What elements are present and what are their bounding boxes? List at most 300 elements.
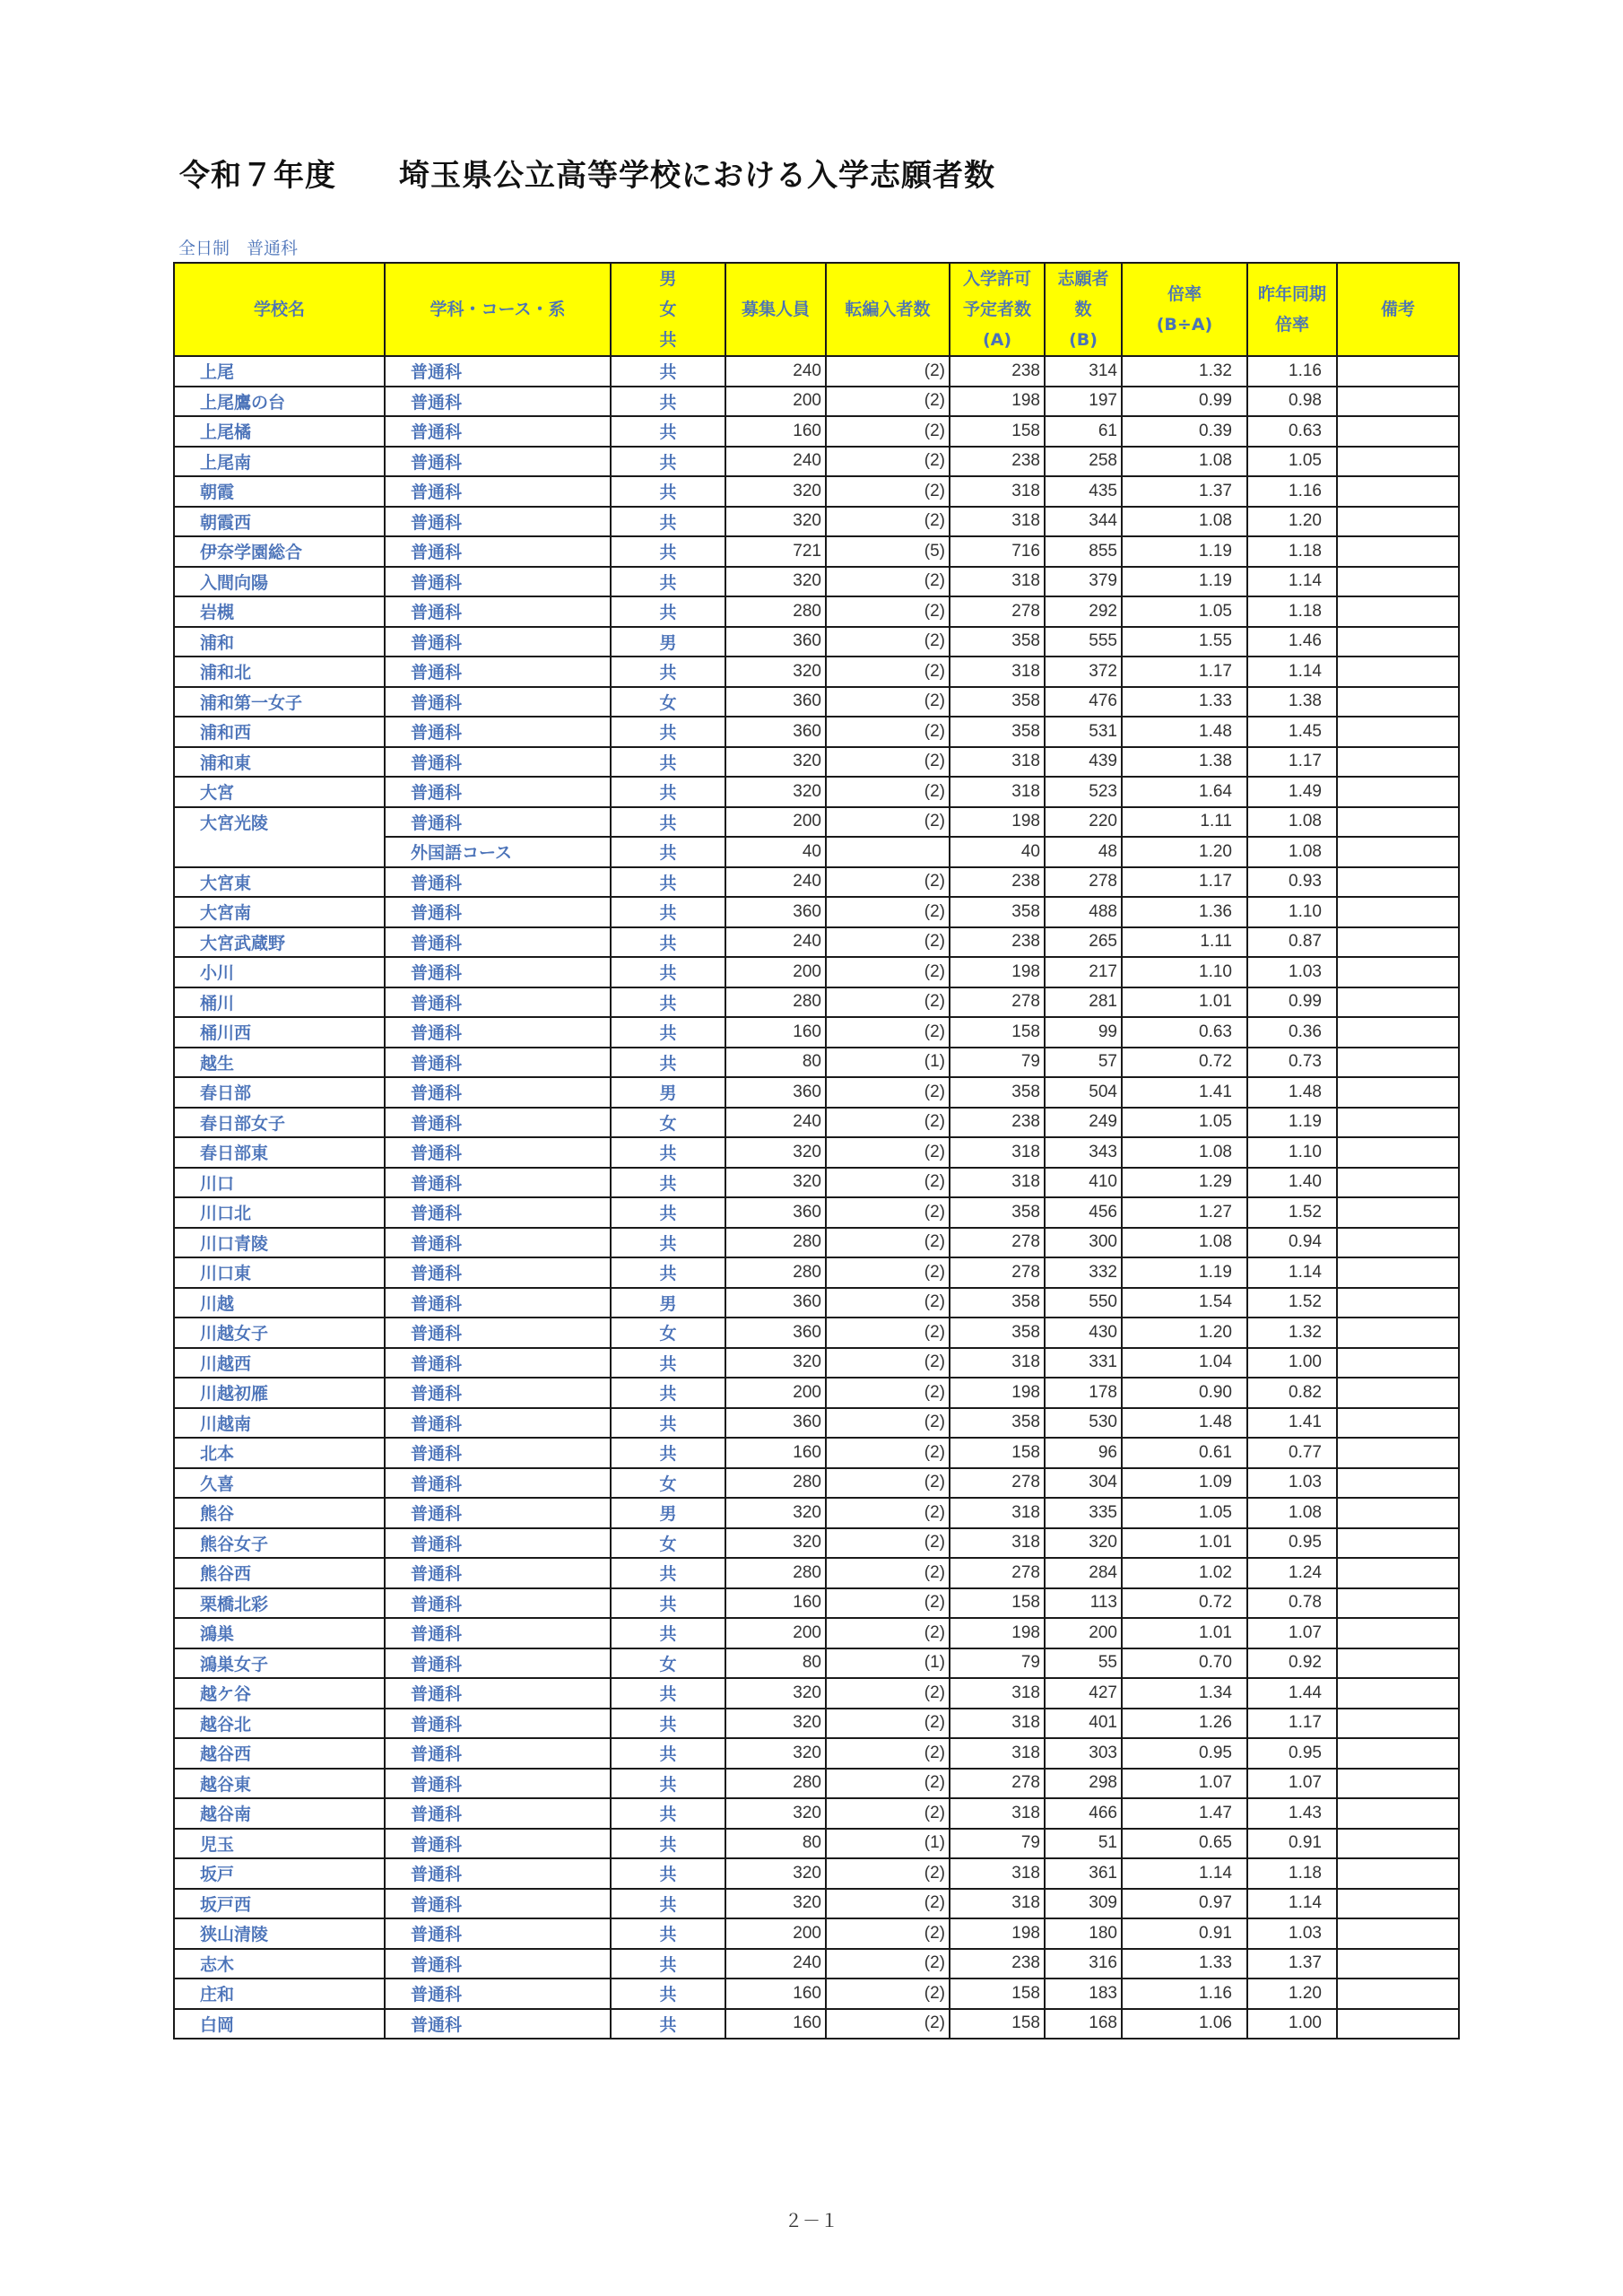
cell-gender: 男: [611, 1288, 725, 1318]
cell-dept: 普通科: [385, 957, 611, 987]
cell-applicants: 332: [1045, 1257, 1122, 1288]
cell-notes: [1337, 1318, 1459, 1348]
cell-planned: 198: [950, 957, 1045, 987]
cell-dept: 普通科: [385, 1858, 611, 1889]
table-row: [174, 1678, 1459, 1709]
cell-capacity: 280: [725, 1257, 826, 1288]
header-prev-line2: 倍率: [1274, 315, 1309, 335]
cell-transfer: (2): [826, 627, 950, 657]
cell-ratio: 1.14: [1122, 1858, 1247, 1889]
cell-school: 小川: [174, 957, 385, 987]
cell-prev-ratio: 1.03: [1247, 1918, 1337, 1949]
cell-prev-ratio: 1.03: [1247, 957, 1337, 987]
cell-capacity: 360: [725, 627, 826, 657]
cell-gender: 共: [611, 1348, 725, 1378]
cell-notes: [1337, 447, 1459, 477]
cell-gender: 共: [611, 1558, 725, 1588]
cell-prev-ratio: 1.18: [1247, 1858, 1337, 1889]
cell-dept: 普通科: [385, 657, 611, 687]
cell-dept: 普通科: [385, 1137, 611, 1168]
cell-planned: 158: [950, 1017, 1045, 1048]
cell-planned: 318: [950, 507, 1045, 537]
cell-school: 熊谷西: [174, 1558, 385, 1588]
header-applicants-line2: 数: [1074, 300, 1092, 319]
cell-capacity: 320: [725, 1889, 826, 1919]
cell-ratio: 1.33: [1122, 687, 1247, 718]
table-row: [174, 356, 1459, 387]
cell-ratio: 1.19: [1122, 567, 1247, 597]
cell-notes: [1337, 807, 1459, 838]
table-row: [174, 777, 1459, 807]
cell-notes: [1337, 1829, 1459, 1859]
cell-transfer: (2): [826, 657, 950, 687]
cell-school: 大宮光陵: [174, 807, 385, 838]
cell-planned: 318: [950, 567, 1045, 597]
cell-planned: 198: [950, 1378, 1045, 1408]
header-gender-line1: 男: [659, 269, 677, 289]
cell-applicants: 180: [1045, 1918, 1122, 1949]
table-row: [174, 387, 1459, 417]
header-planned-line3: (A): [982, 330, 1012, 350]
cell-gender: 共: [611, 1709, 725, 1739]
table-row: [174, 1588, 1459, 1619]
cell-capacity: 160: [725, 1979, 826, 2009]
table-row: [174, 867, 1459, 898]
cell-capacity: 320: [725, 1798, 826, 1829]
cell-notes: [1337, 1709, 1459, 1739]
cell-dept: 普通科: [385, 1918, 611, 1949]
cell-gender: 共: [611, 1168, 725, 1198]
cell-notes: [1337, 1108, 1459, 1138]
table-row: [174, 1468, 1459, 1499]
cell-gender: 共: [611, 536, 725, 567]
cell-prev-ratio: 1.18: [1247, 596, 1337, 627]
cell-transfer: (2): [826, 717, 950, 747]
table-row: [174, 1769, 1459, 1799]
cell-gender: 共: [611, 1738, 725, 1769]
cell-gender: 共: [611, 837, 725, 867]
cell-ratio: 1.29: [1122, 1168, 1247, 1198]
cell-school: 川越初雁: [174, 1378, 385, 1408]
cell-dept: 普通科: [385, 1017, 611, 1048]
cell-ratio: 1.06: [1122, 2009, 1247, 2039]
cell-capacity: 280: [725, 1468, 826, 1499]
cell-planned: 158: [950, 2009, 1045, 2039]
cell-applicants: 48: [1045, 837, 1122, 867]
cell-capacity: 240: [725, 1108, 826, 1138]
cell-gender: 共: [611, 596, 725, 627]
table-row: [174, 1498, 1459, 1528]
applicants-table: [173, 262, 1460, 2039]
cell-prev-ratio: 0.99: [1247, 987, 1337, 1018]
cell-school: 志木: [174, 1949, 385, 1979]
cell-planned: 158: [950, 1979, 1045, 2009]
cell-prev-ratio: 1.24: [1247, 1558, 1337, 1588]
cell-applicants: 281: [1045, 987, 1122, 1018]
cell-capacity: 160: [725, 1438, 826, 1468]
cell-ratio: 1.05: [1122, 1108, 1247, 1138]
cell-prev-ratio: 0.87: [1247, 927, 1337, 958]
cell-planned: 278: [950, 1769, 1045, 1799]
cell-gender: 共: [611, 1889, 725, 1919]
cell-prev-ratio: 1.16: [1247, 356, 1337, 387]
cell-capacity: 360: [725, 1288, 826, 1318]
cell-transfer: (2): [826, 807, 950, 838]
cell-gender: 女: [611, 1528, 725, 1559]
cell-school: 大宮南: [174, 897, 385, 927]
cell-prev-ratio: 1.14: [1247, 1889, 1337, 1919]
cell-capacity: 160: [725, 1017, 826, 1048]
cell-notes: [1337, 596, 1459, 627]
cell-ratio: 0.61: [1122, 1438, 1247, 1468]
cell-gender: 共: [611, 1979, 725, 2009]
cell-applicants: 265: [1045, 927, 1122, 958]
cell-school: 大宮東: [174, 867, 385, 898]
cell-planned: 158: [950, 1438, 1045, 1468]
table-row: [174, 1288, 1459, 1318]
cell-dept: 普通科: [385, 596, 611, 627]
cell-dept: 普通科: [385, 1769, 611, 1799]
cell-notes: [1337, 927, 1459, 958]
cell-school: 川越女子: [174, 1318, 385, 1348]
cell-notes: [1337, 1858, 1459, 1889]
cell-transfer: (2): [826, 507, 950, 537]
cell-dept: 普通科: [385, 1197, 611, 1228]
header-planned-line2: 予定者数: [962, 300, 1031, 319]
cell-ratio: 1.17: [1122, 657, 1247, 687]
cell-notes: [1337, 1348, 1459, 1378]
table-row: [174, 1077, 1459, 1108]
cell-prev-ratio: 0.92: [1247, 1648, 1337, 1679]
cell-ratio: 1.19: [1122, 1257, 1247, 1288]
cell-dept: 普通科: [385, 777, 611, 807]
cell-notes: [1337, 387, 1459, 417]
cell-prev-ratio: 1.08: [1247, 837, 1337, 867]
cell-prev-ratio: 0.36: [1247, 1017, 1337, 1048]
table-row: [174, 1918, 1459, 1949]
cell-applicants: 320: [1045, 1528, 1122, 1559]
cell-dept: 普通科: [385, 1709, 611, 1739]
cell-dept: 普通科: [385, 717, 611, 747]
cell-gender: 共: [611, 2009, 725, 2039]
cell-prev-ratio: 1.37: [1247, 1949, 1337, 1979]
cell-school: 越谷東: [174, 1769, 385, 1799]
cell-applicants: 183: [1045, 1979, 1122, 2009]
cell-school: 越谷西: [174, 1738, 385, 1769]
cell-dept: 普通科: [385, 1618, 611, 1648]
table-row: [174, 447, 1459, 477]
cell-gender: 共: [611, 1858, 725, 1889]
cell-applicants: 335: [1045, 1498, 1122, 1528]
cell-prev-ratio: 1.41: [1247, 1408, 1337, 1439]
cell-planned: 79: [950, 1648, 1045, 1679]
cell-notes: [1337, 507, 1459, 537]
cell-ratio: 0.65: [1122, 1829, 1247, 1859]
cell-prev-ratio: 1.08: [1247, 807, 1337, 838]
cell-planned: 318: [950, 1137, 1045, 1168]
table-header-row: [174, 263, 1459, 356]
cell-applicants: 304: [1045, 1468, 1122, 1499]
cell-prev-ratio: 0.95: [1247, 1528, 1337, 1559]
cell-notes: [1337, 567, 1459, 597]
cell-capacity: 320: [725, 657, 826, 687]
cell-planned: 198: [950, 387, 1045, 417]
cell-dept: 普通科: [385, 1738, 611, 1769]
cell-planned: 238: [950, 447, 1045, 477]
cell-transfer: (2): [826, 1197, 950, 1228]
cell-notes: [1337, 2009, 1459, 2039]
cell-prev-ratio: 1.14: [1247, 1257, 1337, 1288]
cell-planned: 358: [950, 1408, 1045, 1439]
table-row: [174, 687, 1459, 718]
table-row: [174, 1137, 1459, 1168]
cell-gender: 共: [611, 416, 725, 447]
cell-gender: 共: [611, 867, 725, 898]
cell-planned: 198: [950, 1618, 1045, 1648]
cell-planned: 238: [950, 356, 1045, 387]
cell-gender: 女: [611, 1648, 725, 1679]
cell-ratio: 1.41: [1122, 1077, 1247, 1108]
cell-prev-ratio: 1.14: [1247, 657, 1337, 687]
cell-dept: 普通科: [385, 536, 611, 567]
cell-capacity: 240: [725, 356, 826, 387]
cell-ratio: 1.27: [1122, 1197, 1247, 1228]
cell-ratio: 0.70: [1122, 1648, 1247, 1679]
table-body: [174, 356, 1459, 2039]
cell-transfer: (2): [826, 687, 950, 718]
cell-planned: 318: [950, 1348, 1045, 1378]
cell-school: 狭山清陵: [174, 1918, 385, 1949]
cell-notes: [1337, 1077, 1459, 1108]
cell-notes: [1337, 1648, 1459, 1679]
cell-prev-ratio: 0.95: [1247, 1738, 1337, 1769]
cell-ratio: 1.01: [1122, 1618, 1247, 1648]
cell-school: 桶川: [174, 987, 385, 1018]
cell-ratio: 0.99: [1122, 387, 1247, 417]
cell-school: 庄和: [174, 1979, 385, 2009]
cell-applicants: 55: [1045, 1648, 1122, 1679]
cell-planned: 358: [950, 1197, 1045, 1228]
cell-gender: 共: [611, 567, 725, 597]
cell-ratio: 1.33: [1122, 1949, 1247, 1979]
cell-capacity: 200: [725, 387, 826, 417]
cell-planned: 318: [950, 657, 1045, 687]
cell-applicants: 430: [1045, 1318, 1122, 1348]
cell-transfer: (2): [826, 927, 950, 958]
cell-school: 栗橋北彩: [174, 1588, 385, 1619]
cell-planned: 358: [950, 1077, 1045, 1108]
cell-transfer: (2): [826, 2009, 950, 2039]
cell-gender: 共: [611, 356, 725, 387]
cell-school: 北本: [174, 1438, 385, 1468]
cell-applicants: 331: [1045, 1348, 1122, 1378]
cell-capacity: 360: [725, 687, 826, 718]
cell-dept: 普通科: [385, 1498, 611, 1528]
cell-dept: 普通科: [385, 567, 611, 597]
cell-planned: 198: [950, 1918, 1045, 1949]
cell-school: 鴻巣女子: [174, 1648, 385, 1679]
cell-dept: 普通科: [385, 1168, 611, 1198]
cell-planned: 278: [950, 1468, 1045, 1499]
cell-transfer: (2): [826, 1709, 950, 1739]
cell-applicants: 113: [1045, 1588, 1122, 1619]
cell-transfer: (2): [826, 387, 950, 417]
cell-gender: 共: [611, 1378, 725, 1408]
cell-gender: 共: [611, 1408, 725, 1439]
cell-transfer: (2): [826, 476, 950, 507]
cell-dept: 普通科: [385, 416, 611, 447]
cell-transfer: (2): [826, 1528, 950, 1559]
cell-transfer: (2): [826, 1949, 950, 1979]
table-row: [174, 1408, 1459, 1439]
cell-transfer: (2): [826, 987, 950, 1018]
table-row: [174, 1648, 1459, 1679]
cell-school: 川口東: [174, 1257, 385, 1288]
cell-prev-ratio: 1.00: [1247, 2009, 1337, 2039]
table-row: [174, 1257, 1459, 1288]
cell-prev-ratio: 0.91: [1247, 1829, 1337, 1859]
cell-capacity: 360: [725, 1408, 826, 1439]
cell-dept: 普通科: [385, 1979, 611, 2009]
cell-gender: 共: [611, 1048, 725, 1078]
cell-gender: 共: [611, 1618, 725, 1648]
cell-transfer: (2): [826, 1257, 950, 1288]
cell-planned: 238: [950, 1108, 1045, 1138]
cell-planned: 318: [950, 1889, 1045, 1919]
cell-notes: [1337, 476, 1459, 507]
cell-gender: 共: [611, 1588, 725, 1619]
cell-transfer: (2): [826, 1378, 950, 1408]
cell-applicants: 466: [1045, 1798, 1122, 1829]
cell-gender: 女: [611, 1468, 725, 1499]
cell-notes: [1337, 1678, 1459, 1709]
cell-school: 越ケ谷: [174, 1678, 385, 1709]
cell-dept: 普通科: [385, 1588, 611, 1619]
cell-capacity: 280: [725, 987, 826, 1018]
cell-transfer: (2): [826, 1918, 950, 1949]
cell-gender: 共: [611, 657, 725, 687]
cell-school: [174, 837, 385, 867]
cell-applicants: 343: [1045, 1137, 1122, 1168]
cell-ratio: 0.72: [1122, 1048, 1247, 1078]
header-ratio-line1: 倍率: [1167, 284, 1202, 304]
cell-notes: [1337, 1618, 1459, 1648]
cell-school: 朝霞: [174, 476, 385, 507]
cell-applicants: 439: [1045, 747, 1122, 778]
table-row: [174, 1618, 1459, 1648]
cell-prev-ratio: 0.94: [1247, 1228, 1337, 1258]
table-row: [174, 1558, 1459, 1588]
cell-applicants: 309: [1045, 1889, 1122, 1919]
cell-capacity: 320: [725, 1498, 826, 1528]
cell-transfer: (2): [826, 1228, 950, 1258]
cell-ratio: 1.16: [1122, 1979, 1247, 2009]
cell-prev-ratio: 1.17: [1247, 1709, 1337, 1739]
cell-applicants: 57: [1045, 1048, 1122, 1078]
cell-prev-ratio: 0.63: [1247, 416, 1337, 447]
cell-notes: [1337, 747, 1459, 778]
cell-gender: 共: [611, 1017, 725, 1048]
cell-ratio: 1.26: [1122, 1709, 1247, 1739]
table-row: [174, 1378, 1459, 1408]
cell-ratio: 1.01: [1122, 987, 1247, 1018]
cell-dept: 普通科: [385, 987, 611, 1018]
cell-capacity: 320: [725, 476, 826, 507]
cell-ratio: 0.97: [1122, 1889, 1247, 1919]
cell-school: 伊奈学園総合: [174, 536, 385, 567]
cell-transfer: (2): [826, 1738, 950, 1769]
header-gender-line2: 女: [659, 300, 677, 319]
cell-school: 白岡: [174, 2009, 385, 2039]
cell-ratio: 1.04: [1122, 1348, 1247, 1378]
cell-planned: 318: [950, 1678, 1045, 1709]
cell-notes: [1337, 1558, 1459, 1588]
cell-ratio: 1.34: [1122, 1678, 1247, 1709]
cell-applicants: 220: [1045, 807, 1122, 838]
cell-ratio: 1.08: [1122, 1137, 1247, 1168]
cell-applicants: 300: [1045, 1228, 1122, 1258]
cell-notes: [1337, 1769, 1459, 1799]
cell-applicants: 401: [1045, 1709, 1122, 1739]
cell-notes: [1337, 1918, 1459, 1949]
cell-dept: 普通科: [385, 807, 611, 838]
cell-ratio: 1.10: [1122, 957, 1247, 987]
cell-gender: 男: [611, 1077, 725, 1108]
cell-capacity: 360: [725, 717, 826, 747]
cell-planned: 198: [950, 807, 1045, 838]
cell-gender: 共: [611, 927, 725, 958]
cell-gender: 共: [611, 1228, 725, 1258]
cell-dept: 普通科: [385, 1408, 611, 1439]
cell-dept: 普通科: [385, 747, 611, 778]
cell-gender: 男: [611, 1498, 725, 1528]
table-row: [174, 1889, 1459, 1919]
cell-prev-ratio: 1.08: [1247, 1498, 1337, 1528]
cell-prev-ratio: 1.14: [1247, 567, 1337, 597]
cell-prev-ratio: 1.07: [1247, 1769, 1337, 1799]
cell-planned: 318: [950, 1168, 1045, 1198]
cell-school: 浦和: [174, 627, 385, 657]
table-row: [174, 1048, 1459, 1078]
cell-notes: [1337, 777, 1459, 807]
cell-gender: 女: [611, 1108, 725, 1138]
cell-prev-ratio: 0.78: [1247, 1588, 1337, 1619]
cell-prev-ratio: 1.03: [1247, 1468, 1337, 1499]
cell-prev-ratio: 1.43: [1247, 1798, 1337, 1829]
cell-gender: 共: [611, 476, 725, 507]
page-number: ２－１: [785, 2210, 838, 2231]
cell-gender: 共: [611, 777, 725, 807]
cell-ratio: 0.95: [1122, 1738, 1247, 1769]
cell-school: 上尾鷹の台: [174, 387, 385, 417]
cell-capacity: 320: [725, 1858, 826, 1889]
cell-school: 浦和第一女子: [174, 687, 385, 718]
cell-school: 上尾橘: [174, 416, 385, 447]
cell-ratio: 1.20: [1122, 1318, 1247, 1348]
header-prev-ratio: [1247, 263, 1337, 356]
cell-notes: [1337, 897, 1459, 927]
cell-capacity: 200: [725, 1918, 826, 1949]
cell-school: 坂戸西: [174, 1889, 385, 1919]
cell-ratio: 1.09: [1122, 1468, 1247, 1499]
cell-notes: [1337, 867, 1459, 898]
cell-ratio: 0.63: [1122, 1017, 1247, 1048]
cell-capacity: 160: [725, 2009, 826, 2039]
cell-notes: [1337, 1017, 1459, 1048]
table-row: [174, 987, 1459, 1018]
cell-ratio: 1.64: [1122, 777, 1247, 807]
cell-ratio: 0.39: [1122, 416, 1247, 447]
